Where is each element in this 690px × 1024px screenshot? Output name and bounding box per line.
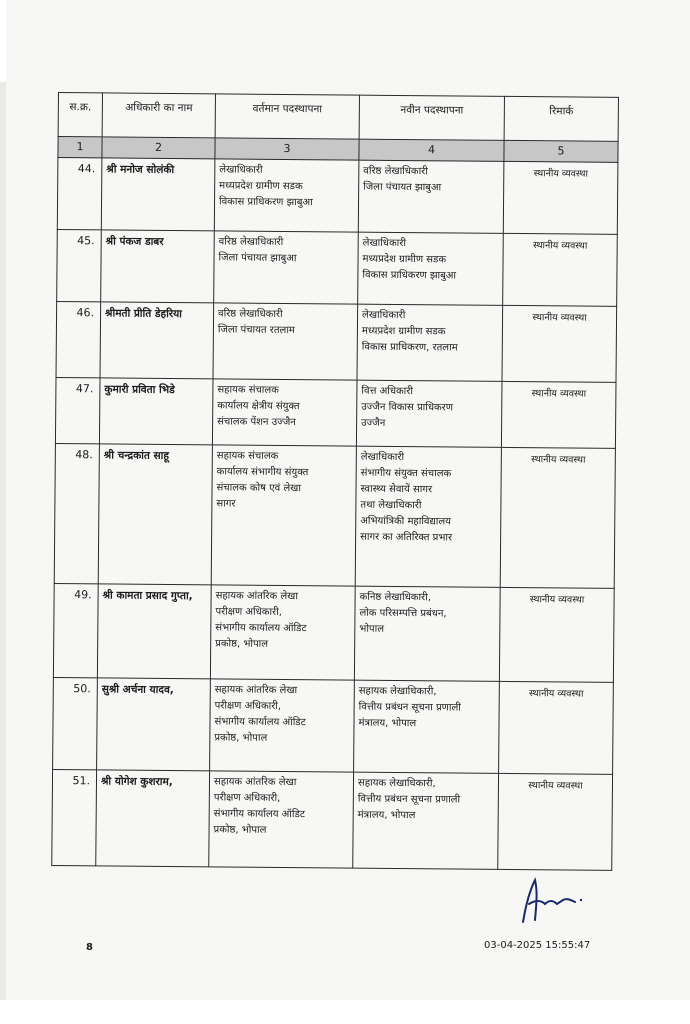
posting-line: सहायक लेखाधिकारी, xyxy=(357,777,436,790)
table-row xyxy=(53,583,614,682)
posting-line: प्रकोष्ठ, भोपाल xyxy=(214,732,268,744)
current-posting xyxy=(212,379,357,446)
posting-line: परीक्षण अधिकारी, xyxy=(213,792,281,804)
remark: स्थानीय व्यवस्था xyxy=(500,447,615,588)
remark: स्थानीय व्यवस्था xyxy=(503,161,618,234)
posting-line: प्रकोष्ठ, भोपाल xyxy=(213,824,267,836)
posting-line: प्रकोष्ठ, भोपाल xyxy=(215,638,269,650)
posting-line: संभागीय संयुक्त संचालक xyxy=(360,467,452,480)
serial-number: 46. xyxy=(56,301,101,377)
column-number: 3 xyxy=(215,138,359,160)
posting-line: सहायक आंतरिक लेखा xyxy=(215,590,298,603)
posting-line: लेखाधिकारी xyxy=(219,164,263,176)
table-row xyxy=(55,377,616,448)
new-posting xyxy=(353,772,499,869)
table-row xyxy=(57,229,618,306)
posting-line: लोक परिसम्पत्ति प्रबंधन, xyxy=(359,607,447,620)
current-posting xyxy=(214,159,359,232)
remark: स्थानीय व्यवस्था xyxy=(499,587,614,682)
posting-line: मध्यप्रदेश ग्रामीण सडक xyxy=(361,325,446,338)
posting-line: कार्यालय क्षेत्रीय संयुक्त xyxy=(217,400,300,413)
posting-line: संभागीय कार्यालय ऑडिट xyxy=(214,716,306,729)
table-row xyxy=(54,443,615,588)
current-posting xyxy=(214,231,359,304)
table-header-row xyxy=(58,93,618,142)
officer-name: कुमारी प्रविता भिडे xyxy=(99,378,213,445)
transfer-table xyxy=(51,92,619,871)
serial-number: 51. xyxy=(52,769,97,865)
header-new-posting: नवीन पदस्थापना xyxy=(359,95,504,140)
posting-line: वित्तीय प्रबंधन सूचना प्रणाली xyxy=(358,701,461,714)
officer-name: श्री मनोज सोलंकी xyxy=(101,158,215,231)
posting-line: मंत्रालय, भोपाल xyxy=(357,809,416,822)
posting-line: उज्जैन विकास प्राधिकरण xyxy=(361,401,454,414)
posting-line: सहायक आंतरिक लेखा xyxy=(213,776,297,789)
posting-line: संभागीय कार्यालय ऑडिट xyxy=(215,622,307,635)
new-posting xyxy=(358,160,504,233)
current-posting xyxy=(213,303,358,380)
posting-line: सागर xyxy=(216,498,236,510)
remark: स्थानीय व्यवस्था xyxy=(498,773,613,870)
current-posting xyxy=(209,771,354,868)
posting-line: उज्जैन xyxy=(361,417,386,429)
posting-line: लेखाधिकारी xyxy=(362,237,406,250)
posting-line: कार्यालय संभागीय संयुक्त xyxy=(216,466,309,479)
posting-line: मध्यप्रदेश ग्रामीण सडक xyxy=(219,180,303,193)
new-posting xyxy=(355,446,501,587)
posting-line: स्वास्थ्य सेवायें सागर xyxy=(360,483,433,496)
posting-line: संचालक पेंशन उज्जैन xyxy=(217,416,296,429)
header-remark: रिमार्क xyxy=(504,96,618,141)
table-row xyxy=(57,158,618,235)
serial-number: 47. xyxy=(55,377,100,443)
remark: स्थानीय व्यवस्था xyxy=(503,233,618,306)
posting-line: सागर का अतिरिक्त प्रभार xyxy=(360,531,453,544)
posting-line: कनिष्ठ लेखाधिकारी, xyxy=(359,591,431,604)
posting-line: विकास प्राधिकरण, रतलाम xyxy=(361,341,458,354)
serial-number: 45. xyxy=(57,229,102,301)
posting-line: मध्यप्रदेश ग्रामीण सडक xyxy=(362,253,447,266)
column-number: 1 xyxy=(58,137,102,158)
officer-name: श्रीमती प्रीति डेहरिया xyxy=(100,302,214,379)
current-posting xyxy=(210,585,355,680)
posting-line: लेखाधिकारी xyxy=(362,309,406,322)
header-serial: स.क्र. xyxy=(58,93,102,137)
posting-line: मंत्रालय, भोपाल xyxy=(358,717,417,730)
posting-line: जिला पंचायत झाबुआ xyxy=(218,252,297,265)
serial-number: 48. xyxy=(54,443,99,583)
posting-line: तथा लेखाधिकारी xyxy=(360,499,422,512)
timestamp: 03-04-2025 15:55:47 xyxy=(484,940,591,951)
header-officer-name: अधिकारी का नाम xyxy=(102,93,215,138)
new-posting xyxy=(354,680,500,773)
posting-line: वित्त अधिकारी xyxy=(361,385,414,398)
officer-name: श्री कामता प्रसाद गुप्ता, xyxy=(97,584,211,679)
serial-number: 50. xyxy=(53,677,98,769)
posting-line: भोपाल xyxy=(359,623,385,635)
remark: स्थानीय व्यवस्था xyxy=(499,681,614,774)
posting-line: वरिष्ठ लेखाधिकारी xyxy=(363,165,428,178)
remark: स्थानीय व्यवस्था xyxy=(501,381,616,448)
bottom-margin xyxy=(0,1000,690,1024)
signature xyxy=(505,870,595,930)
table-row xyxy=(56,301,617,382)
new-posting xyxy=(357,304,503,381)
officer-name: श्री चन्द्रकांत साहू xyxy=(98,444,212,585)
remark: स्थानीय व्यवस्था xyxy=(502,305,617,382)
column-number: 2 xyxy=(102,137,215,159)
serial-number: 44. xyxy=(57,158,102,230)
officer-name: श्री पंकज डाबर xyxy=(101,230,215,303)
posting-line: सहायक संचालक xyxy=(217,384,279,396)
posting-line: परीक्षण अधिकारी, xyxy=(215,606,282,618)
posting-line: लेखाधिकारी xyxy=(360,451,405,464)
posting-line: सहायक लेखाधिकारी, xyxy=(358,685,437,698)
current-posting xyxy=(210,679,355,772)
posting-line: जिला पंचायत झाबुआ xyxy=(363,181,442,194)
posting-line: सहायक आंतरिक लेखा xyxy=(214,684,298,697)
serial-number: 49. xyxy=(53,583,98,677)
column-number: 5 xyxy=(504,140,618,162)
new-posting xyxy=(354,586,500,681)
posting-line: परीक्षण अधिकारी, xyxy=(214,700,282,712)
posting-line: जिला पंचायत रतलाम xyxy=(217,324,295,337)
officer-name: सुश्री अर्चना यादव, xyxy=(97,678,211,771)
current-posting xyxy=(211,445,356,586)
new-posting xyxy=(356,380,502,447)
table-row xyxy=(52,769,613,870)
header-current-posting: वर्तमान पदस्थापना xyxy=(215,94,359,139)
posting-line: वरिष्ठ लेखाधिकारी xyxy=(218,236,284,248)
posting-line: संचालक कोष एवं लेखा xyxy=(216,482,301,495)
table-row xyxy=(53,677,614,774)
posting-line: वित्तीय प्रबंधन सूचना प्रणाली xyxy=(357,793,461,806)
posting-line: संभागीय कार्यालय ऑडिट xyxy=(213,808,305,821)
posting-line: सहायक संचालक xyxy=(216,450,279,462)
officer-name: श्री योगेश कुशराम, xyxy=(96,770,210,867)
new-posting xyxy=(358,232,504,305)
posting-line: अभियांत्रिकी महाविद्यालय xyxy=(360,515,452,528)
posting-line: विकास प्राधिकरण झाबुआ xyxy=(218,196,313,209)
posting-line: विकास प्राधिकरण झाबुआ xyxy=(362,269,457,282)
posting-line: वरिष्ठ लेखाधिकारी xyxy=(218,308,283,320)
column-number: 4 xyxy=(359,139,504,161)
page-number: 8 xyxy=(86,942,93,953)
